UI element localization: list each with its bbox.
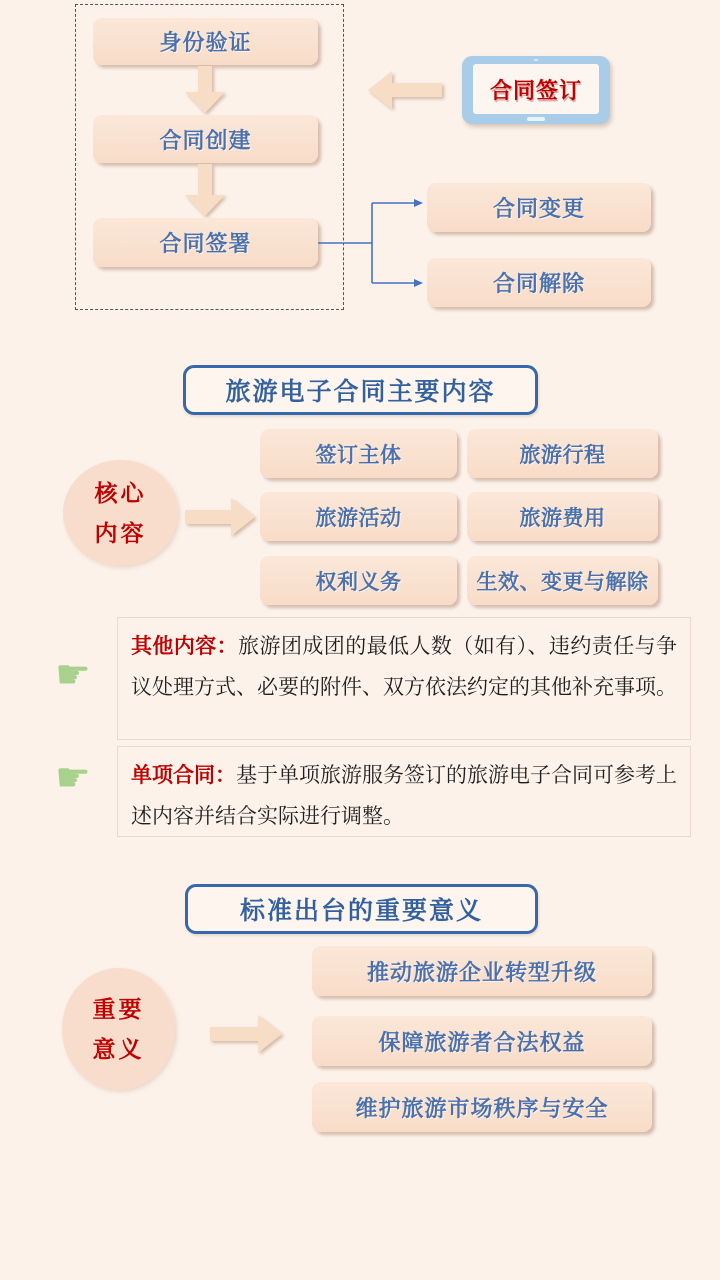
flow-step-label: 合同签署	[159, 231, 252, 256]
left-arrow-icon	[368, 71, 442, 109]
section-title-text: 旅游电子合同主要内容	[225, 378, 496, 406]
note-single-contract	[117, 746, 691, 837]
note-label: 其他内容：	[131, 635, 239, 658]
flow-branch-label: 合同变更	[492, 196, 585, 221]
flow-step-contract-signing	[93, 218, 318, 267]
down-arrow-icon	[185, 66, 225, 113]
content-item-travel-fees	[467, 492, 658, 541]
hub-label-line: 内容	[94, 520, 147, 546]
content-item-travel-activities	[260, 492, 457, 541]
flow-step-identity-verification	[93, 18, 318, 65]
hub-label-line: 意义	[92, 1036, 145, 1062]
tablet-home-button	[527, 117, 545, 121]
flow-step-contract-creation	[93, 115, 318, 163]
significance-item-label: 推动旅游企业转型升级	[366, 959, 597, 985]
significance-item-tourist-rights	[312, 1016, 652, 1066]
note-label: 单项合同：	[131, 764, 236, 787]
content-item-label: 旅游活动	[315, 506, 402, 530]
significance-item-market-order	[312, 1082, 652, 1132]
tablet-camera-dot	[534, 59, 539, 61]
flow-branch-label: 合同解除	[492, 271, 585, 296]
content-item-signing-parties	[260, 429, 457, 478]
content-item-label: 权利义务	[315, 570, 402, 594]
tablet-label: 合同签订	[489, 77, 582, 103]
content-item-effect-change-termination	[467, 556, 658, 605]
flow-branch-contract-change	[427, 183, 651, 232]
significance-item-label: 维护旅游市场秩序与安全	[355, 1095, 609, 1121]
branch-connector-lines	[318, 198, 430, 290]
tablet-icon	[462, 56, 610, 124]
hub-core-content	[63, 460, 178, 566]
tablet-screen	[473, 64, 599, 114]
content-item-label: 生效、变更与解除	[476, 570, 649, 594]
section-title-significance	[185, 884, 538, 934]
section-title-main-contents	[183, 365, 538, 415]
pointing-hand-icon: ☛	[55, 652, 91, 698]
right-arrow-icon	[185, 498, 255, 536]
content-item-label: 旅游费用	[519, 506, 606, 530]
flow-branch-contract-termination	[427, 258, 651, 307]
note-text: 旅游团成团的最低人数（如有）、违约责任与争议处理方式、必要的附件、双方依法约定的其他补充事项。	[131, 635, 678, 699]
pointing-hand-icon: ☛	[55, 755, 91, 801]
content-item-rights-obligations	[260, 556, 457, 605]
hub-label-line: 核心	[94, 480, 147, 506]
section-title-text: 标准出台的重要意义	[239, 897, 483, 925]
right-arrow-icon	[210, 1015, 282, 1053]
note-text: 基于单项旅游服务签订的旅游电子合同可参考上述内容并结合实际进行调整。	[131, 764, 677, 828]
down-arrow-icon	[185, 164, 225, 216]
significance-item-label: 保障旅游者合法权益	[378, 1029, 586, 1055]
content-item-travel-itinerary	[467, 429, 658, 478]
flow-step-label: 合同创建	[159, 127, 252, 153]
hub-important-significance	[62, 968, 175, 1090]
note-other-content	[117, 617, 691, 740]
content-item-label: 旅游行程	[519, 443, 606, 467]
content-item-label: 签订主体	[315, 443, 402, 467]
significance-item-enterprise-upgrade	[312, 946, 652, 996]
flow-step-label: 身份验证	[159, 30, 252, 55]
hub-label-line: 重要	[92, 996, 145, 1022]
